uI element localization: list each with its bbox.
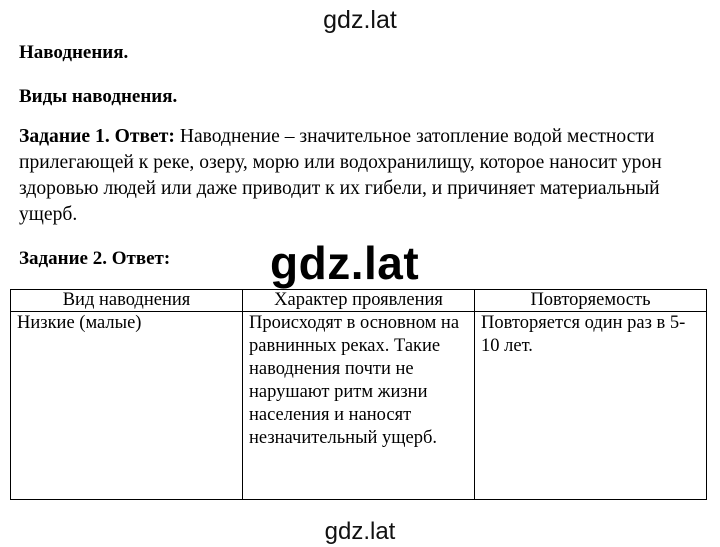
task1-label: Задание 1. Ответ: — [19, 126, 175, 147]
topic-heading: Наводнения. — [19, 42, 129, 63]
header-manifestation: Характер проявления — [243, 290, 475, 312]
cell-manifestation: Происходят в основном на равнинных реках. Такие наводнения почти не нарушают ритм жизни населения и наносят незначительный ущерб. — [243, 312, 475, 500]
subtopic-heading: Виды наводнения. — [19, 86, 178, 107]
watermark-top: gdz.lat — [323, 6, 397, 34]
cell-frequency: Повторяется один раз в 5-10 лет. — [475, 312, 707, 500]
task2-label: Задание 2. Ответ: — [19, 248, 171, 269]
flood-types-table — [10, 289, 707, 500]
watermark-bottom: gdz.lat — [324, 518, 396, 545]
cell-flood-type: Низкие (малые) — [11, 312, 243, 500]
table-header-row — [11, 290, 707, 312]
table-row — [11, 312, 707, 500]
header-flood-type: Вид наводнения — [11, 290, 243, 312]
task1-answer — [19, 124, 709, 228]
watermark-middle: gdz.lat — [270, 237, 420, 289]
task1-text: Наводнение – значительное затопление водой местности прилегающей к реке, озеру, морю или водохранилищу, которое наносит урон здоровью людей или даже приводит к их гибели, и причиняет материальный ущерб. — [19, 126, 662, 225]
header-frequency: Повторяемость — [475, 290, 707, 312]
